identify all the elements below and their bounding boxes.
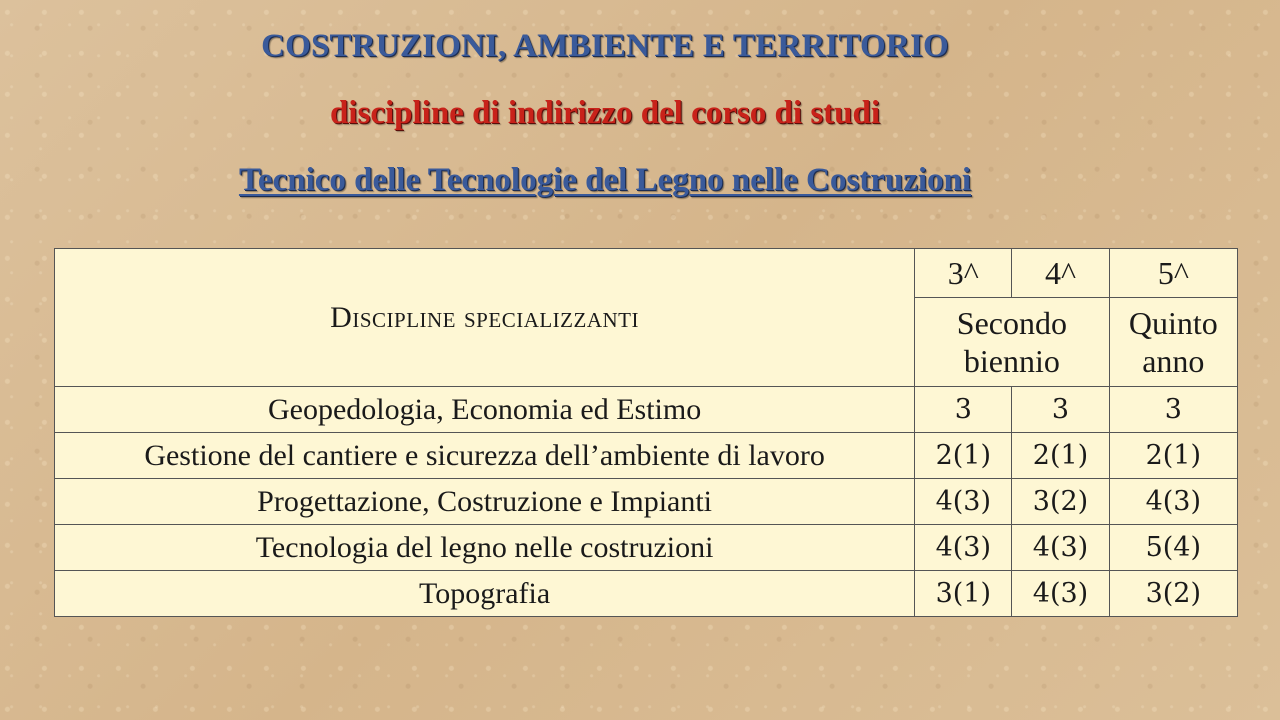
header-year-3: 3^: [915, 249, 1012, 298]
hours-year-3: 4(3): [915, 525, 1012, 571]
discipline-name: Progettazione, Costruzione e Impianti: [55, 479, 915, 525]
hours-year-5: 2(1): [1109, 433, 1237, 479]
table-row: [55, 571, 1238, 617]
header-period-quinto-anno: Quinto anno: [1109, 298, 1237, 387]
hours-year-5: 3: [1109, 387, 1237, 433]
table-row: [55, 525, 1238, 571]
discipline-name: Geopedologia, Economia ed Estimo: [55, 387, 915, 433]
hours-year-5: 5(4): [1109, 525, 1237, 571]
header-disciplines: Discipline specializzanti: [55, 249, 915, 387]
table-row: [55, 433, 1238, 479]
hours-year-3: 3(1): [915, 571, 1012, 617]
slide-title: COSTRUZIONI, AMBIENTE E TERRITORIO: [261, 28, 949, 64]
hours-year-3: 2(1): [915, 433, 1012, 479]
header-period-secondo-biennio: Secondo biennio: [915, 298, 1109, 387]
discipline-name: Tecnologia del legno nelle costruzioni: [55, 525, 915, 571]
hours-year-4: 4(3): [1012, 525, 1109, 571]
slide-subtitle: discipline di indirizzo del corso di studi: [329, 95, 881, 131]
hours-year-4: 3: [1012, 387, 1109, 433]
hours-year-4: 2(1): [1012, 433, 1109, 479]
discipline-name: Topografia: [55, 571, 915, 617]
header-year-4: 4^: [1012, 249, 1109, 298]
hours-year-5: 3(2): [1109, 571, 1237, 617]
header-year-5: 5^: [1109, 249, 1237, 298]
hours-year-3: 3: [915, 387, 1012, 433]
table-row: [55, 479, 1238, 525]
hours-year-5: 4(3): [1109, 479, 1237, 525]
course-title: Tecnico delle Tecnologie del Legno nelle Costruzioni: [238, 162, 972, 198]
table-row: [55, 387, 1238, 433]
hours-year-3: 4(3): [915, 479, 1012, 525]
discipline-name: Gestione del cantiere e sicurezza dell’ambiente di lavoro: [55, 433, 915, 479]
hours-year-4: 4(3): [1012, 571, 1109, 617]
hours-year-4: 3(2): [1012, 479, 1109, 525]
disciplines-table: [54, 248, 1238, 617]
